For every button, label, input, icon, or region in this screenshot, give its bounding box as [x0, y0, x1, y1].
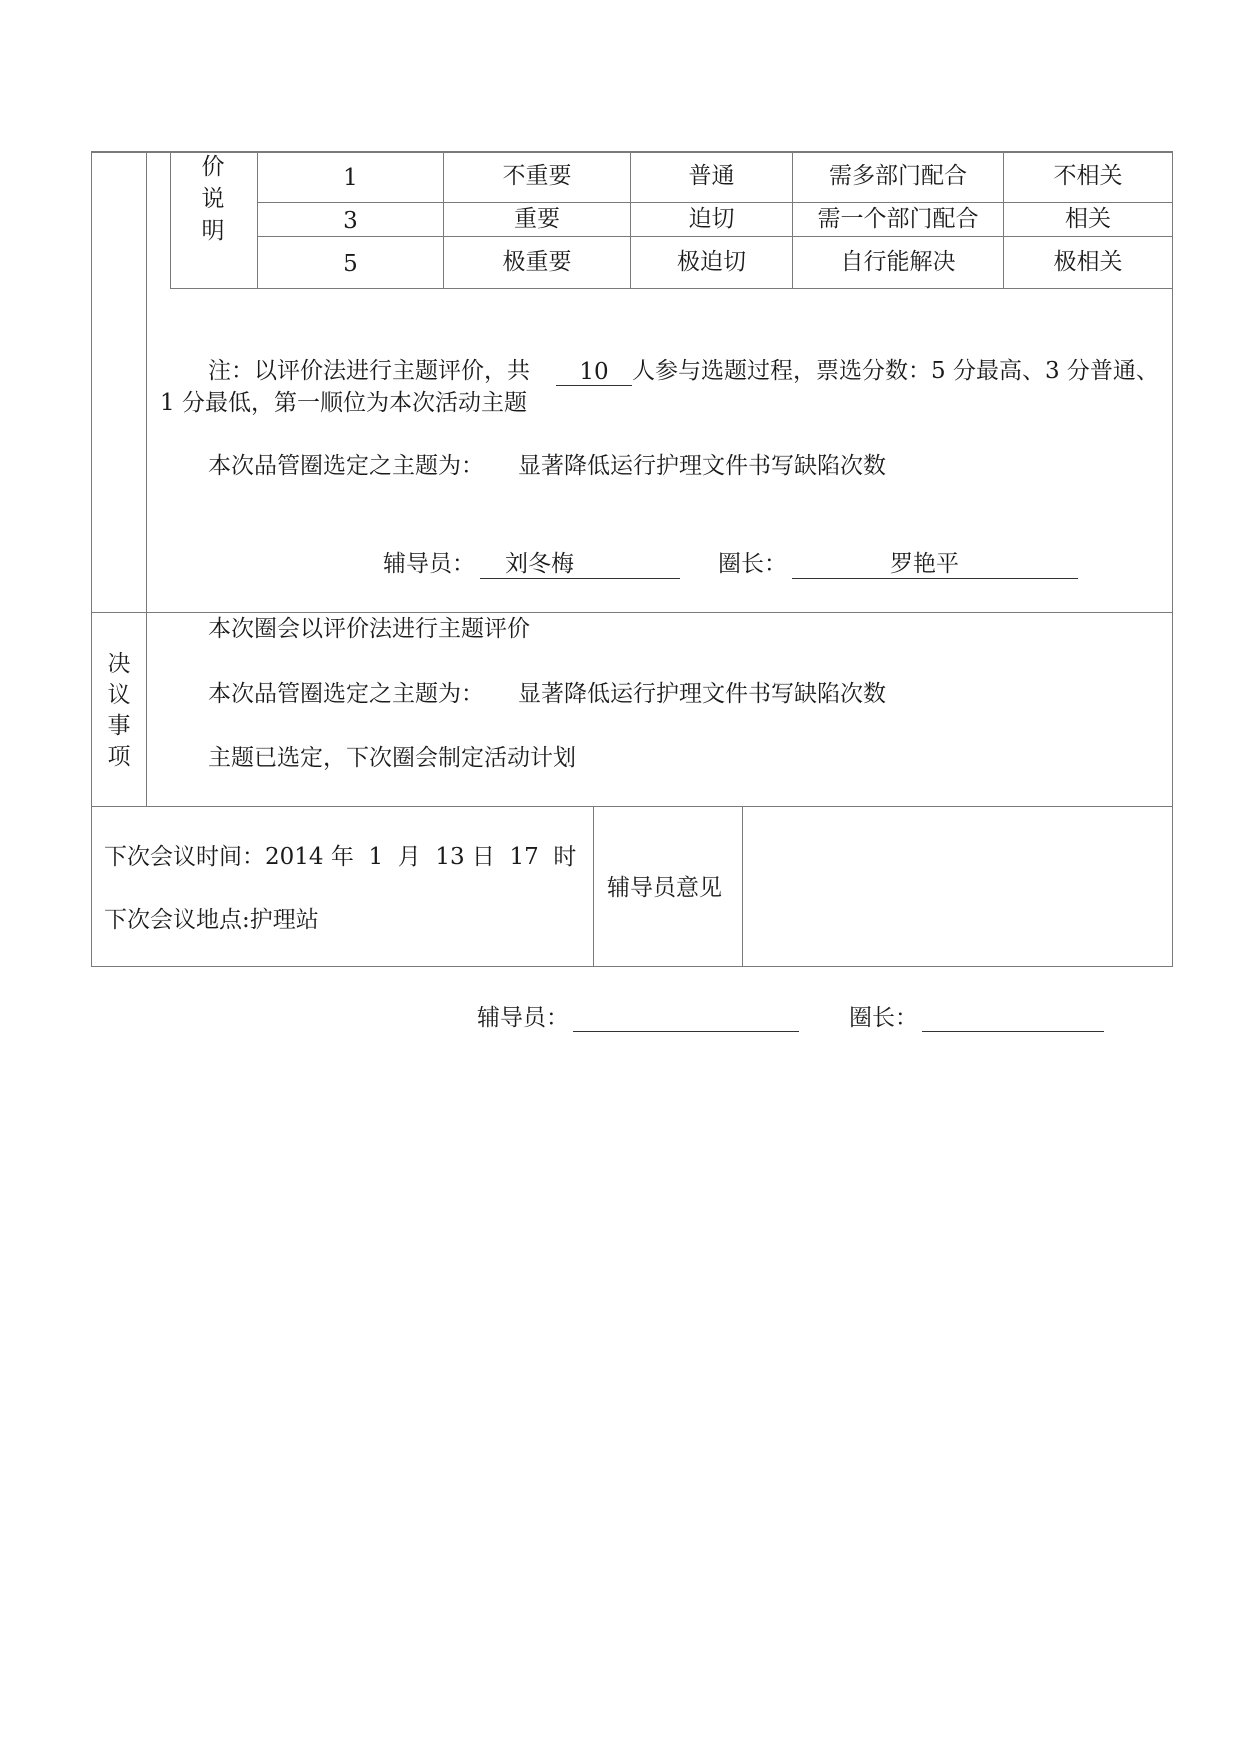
eval-row1-importance: 不重要	[502, 163, 572, 189]
eval-row3-score: 5	[343, 251, 358, 277]
resolution-line3: 主题已选定，下次圈会制定活动计划	[208, 745, 576, 771]
eval-table-bottom-border	[170, 288, 1173, 289]
footer-leader-label: 圈长：	[849, 1005, 918, 1031]
eval-row1-feasibility: 需多部门配合	[829, 163, 967, 189]
eval-side-label-2: 说	[201, 186, 225, 212]
eval-table-row-divider-1	[257, 202, 1173, 203]
footer-counselor-line	[573, 1031, 799, 1032]
note-participant-count: 10	[579, 359, 609, 385]
resolution-side-label-2: 议	[107, 682, 131, 708]
footer-leader-line	[922, 1031, 1104, 1032]
eval-row3-urgency: 极迫切	[677, 249, 746, 275]
counselor-underline	[480, 578, 680, 579]
section-divider-1	[91, 612, 1173, 613]
eval-row1-urgency: 普通	[688, 163, 735, 189]
eval-table-left-border	[170, 151, 171, 289]
next-meeting-divider-a	[593, 806, 594, 967]
theme-value: 显著降低运行护理文件书写缺陷次数	[518, 453, 886, 479]
outer-left-border	[91, 151, 92, 967]
eval-row2-score: 3	[343, 208, 358, 234]
left-column-divider	[146, 151, 147, 807]
outer-bottom-border	[91, 966, 1173, 967]
next-meeting-divider-b	[742, 806, 743, 967]
footer-counselor-label: 辅导员：	[477, 1005, 569, 1031]
eval-row3-importance: 极重要	[502, 249, 572, 275]
leader-name: 罗艳平	[890, 551, 959, 577]
eval-row1-relevance: 不相关	[1053, 163, 1123, 189]
section-divider-2	[91, 806, 1173, 807]
counselor-name: 刘冬梅	[505, 551, 574, 577]
eval-row2-relevance: 相关	[1065, 206, 1111, 232]
leader-underline	[792, 578, 1078, 579]
resolution-side-label-4: 项	[107, 744, 131, 770]
counselor-label: 辅导员：	[383, 551, 475, 577]
theme-label: 本次品管圈选定之主题为：	[208, 453, 484, 479]
resolution-side-label-3: 事	[107, 713, 131, 739]
note-line2: 1 分最低，第一顺位为本次活动主题	[160, 390, 527, 416]
outer-right-border	[1172, 151, 1173, 967]
outer-top-border	[91, 151, 1173, 153]
eval-row1-score: 1	[343, 165, 358, 191]
eval-row3-feasibility: 自行能解决	[840, 249, 956, 275]
eval-row2-urgency: 迫切	[688, 206, 735, 232]
eval-row2-importance: 重要	[514, 206, 560, 232]
leader-label: 圈长：	[718, 551, 787, 577]
note-suffix: 人参与选题过程，票选分数：5 分最高、3 分普通、	[632, 358, 1159, 384]
resolution-side-label-1: 决	[107, 651, 131, 677]
eval-row2-feasibility: 需一个部门配合	[817, 206, 979, 232]
note-prefix: 注：以评价法进行主题评价，共	[208, 358, 530, 384]
counselor-opinion-label: 辅导员意见	[607, 875, 722, 901]
note-count-underline	[556, 385, 632, 386]
resolution-theme-value: 显著降低运行护理文件书写缺陷次数	[518, 681, 886, 707]
next-meeting-place: 下次会议地点:护理站	[104, 907, 319, 933]
eval-side-label-3: 明	[201, 218, 225, 244]
resolution-line1: 本次圈会以评价法进行主题评价	[208, 616, 530, 642]
resolution-theme-label: 本次品管圈选定之主题为：	[208, 681, 484, 707]
eval-row3-relevance: 极相关	[1053, 249, 1123, 275]
eval-side-label-1: 价	[201, 154, 225, 180]
eval-table-row-divider-2	[257, 236, 1173, 237]
next-meeting-time: 下次会议时间：2014 年 1 月 13 日 17 时	[104, 844, 577, 870]
